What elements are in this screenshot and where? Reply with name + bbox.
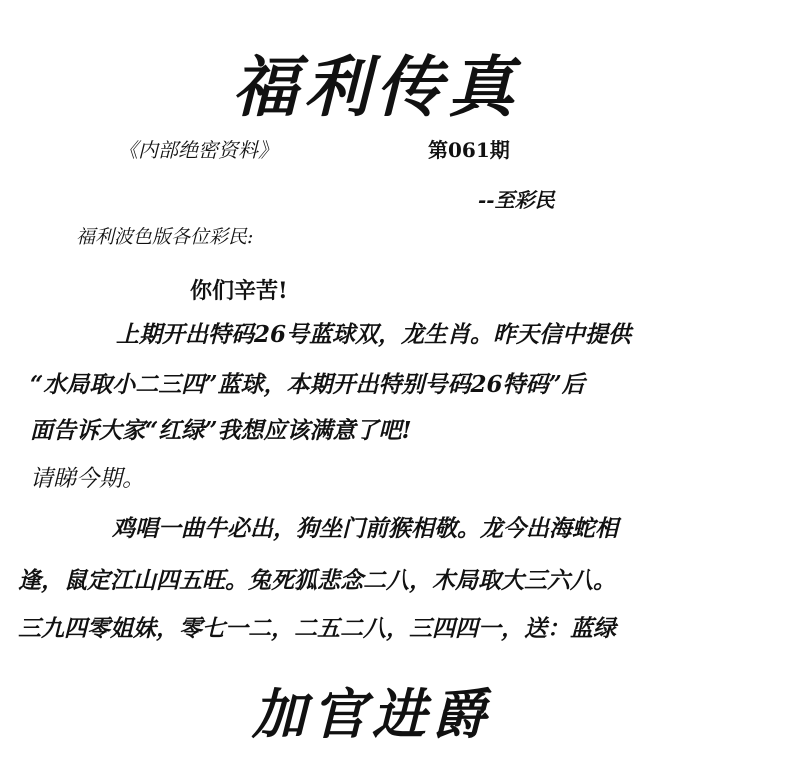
body-line: 面告诉大家“红绿”我想应该满意了吧! — [30, 417, 412, 444]
document-subtitle: 《内部绝密资料》 — [118, 138, 278, 162]
page-title: 福利传真 — [232, 48, 520, 126]
salutation: 你们辛苦! — [190, 278, 288, 304]
body-line: 上期开出特码26号蓝球双，龙生肖。昨天信中提供 — [116, 321, 632, 348]
body-line: 三九四零姐妹，零七一二，二五二八，三四四一，送：蓝绿 — [18, 615, 616, 642]
greeting: 福利波色版各位彩民: — [76, 226, 254, 248]
signature: --至彩民 — [478, 188, 555, 212]
body-line: 鸡唱一曲牛必出，狗坐门前猴相敬。龙今出海蛇相 — [112, 515, 618, 542]
body-line: 请睇今期。 — [30, 466, 145, 492]
bottom-title: 加官进爵 — [252, 682, 492, 746]
body-line: 逢，鼠定江山四五旺。兔死狐悲念二八，木局取大三六八。 — [18, 567, 616, 594]
body-line: “水局取小二三四”蓝球，本期开出特别号码26特码”后 — [30, 371, 585, 398]
issue-number: 第061期 — [428, 138, 510, 162]
